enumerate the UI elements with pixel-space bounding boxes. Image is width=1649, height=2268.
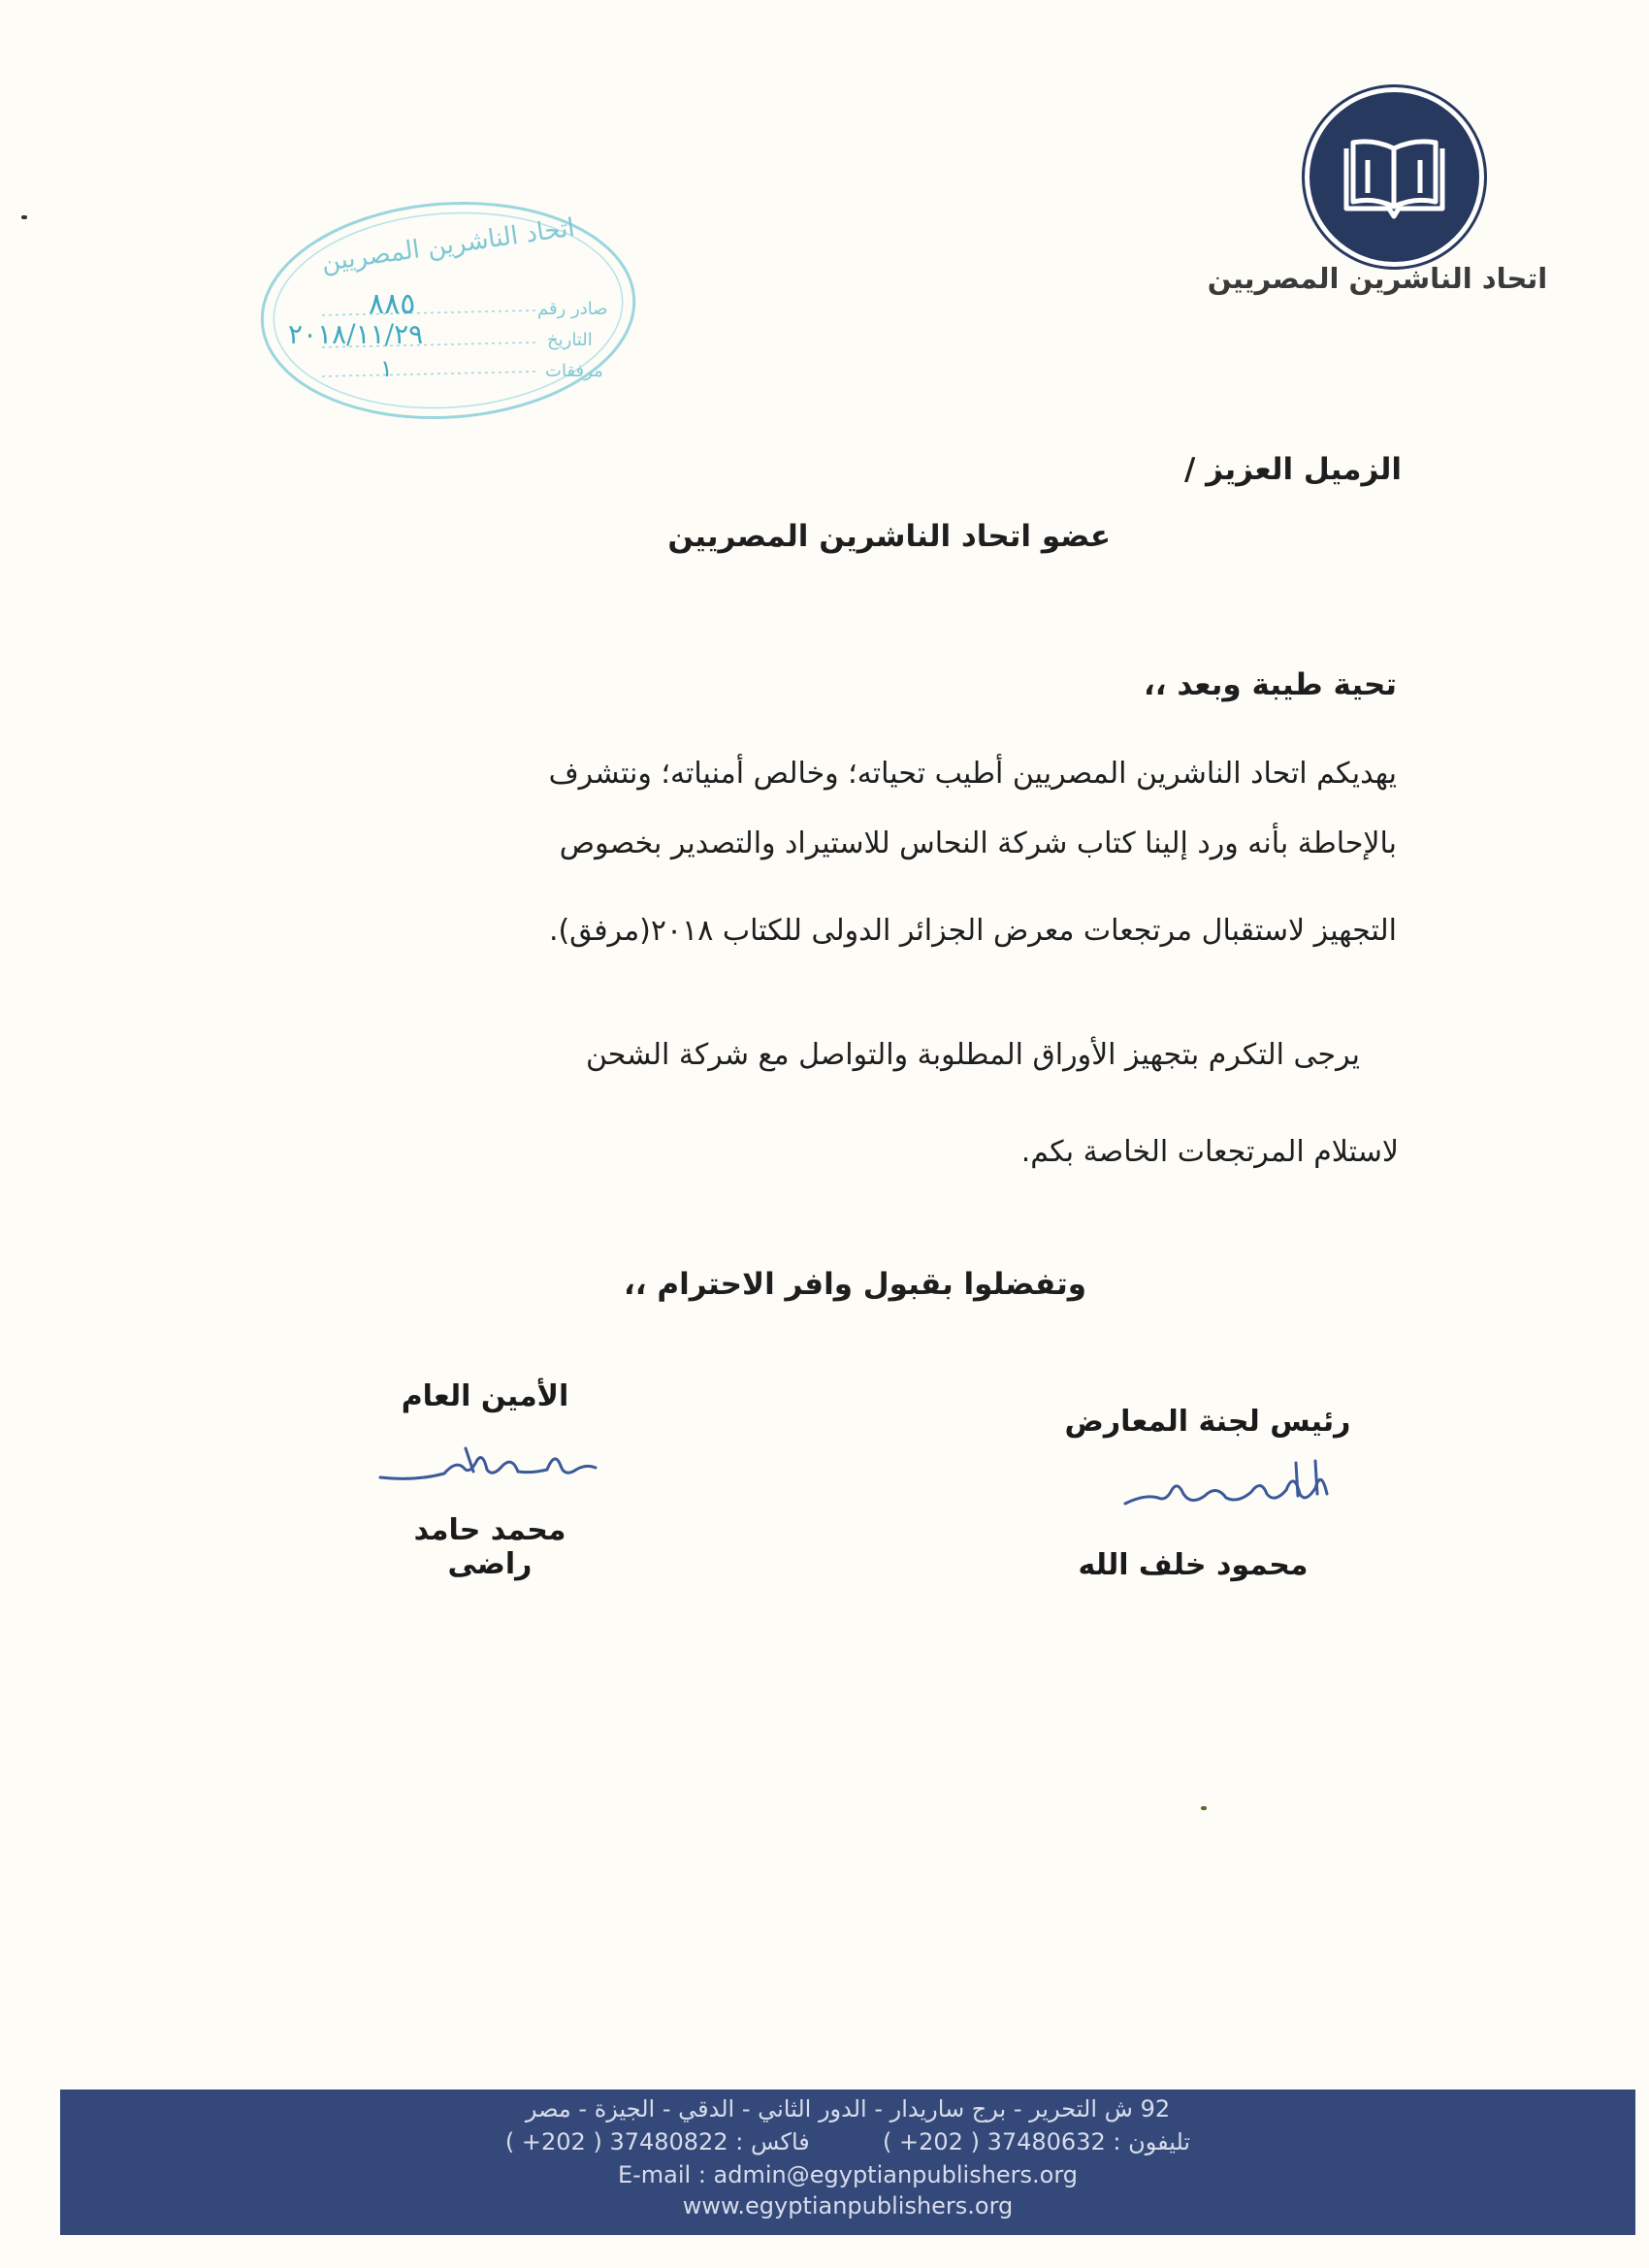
paragraph-2-line-1: يرجى التكرم بتجهيز الأوراق المطلوبة والتواصل مع شركة الشحن xyxy=(585,1038,1360,1072)
footer-address: 92 ش التحرير - برج ساريدار - الدور الثاني - الدقي - الجيزة - مصر xyxy=(525,2095,1171,2122)
footer-website[interactable]: www.egyptianpublishers.org xyxy=(682,2192,1014,2219)
left-signature xyxy=(376,1431,599,1499)
closing-line: وتفضلوا بقبول وافر الاحترام ،، xyxy=(624,1267,1086,1302)
stamp-title: اتحاد الناشرين المصريين xyxy=(319,212,577,278)
footer-contact xyxy=(60,2128,1635,2155)
footer-phone: تليفون : 37480632 ( 202+ ) xyxy=(883,2128,1191,2155)
right-signatory-name: محمود خلف الله xyxy=(1078,1548,1309,1582)
stamp-label-attachments: مرفقات xyxy=(545,361,603,381)
paragraph-1-line-3: التجهيز لاستقبال مرتجعات معرض الجزائر الدولى للكتاب ٢٠١٨(مرفق). xyxy=(548,914,1397,948)
scan-speck xyxy=(1201,1806,1207,1810)
left-signatory-name: محمد حامد راضى xyxy=(413,1513,566,1581)
stamp-date-value: ٢٠١٨/١١/٢٩ xyxy=(288,318,424,350)
stamp-attachments-value: ١ xyxy=(380,355,393,382)
stamp-label-number: صادر رقم xyxy=(537,299,608,319)
scan-speck xyxy=(21,215,27,219)
outgoing-stamp xyxy=(254,194,642,427)
greeting: تحية طيبة وبعد ،، xyxy=(1144,667,1397,702)
paragraph-2-line-2: لاستلام المرتجعات الخاصة بكم. xyxy=(1020,1135,1399,1169)
salutation: الزميل العزيز / xyxy=(1184,452,1402,487)
stamp-number-value: ٨٨٥ xyxy=(369,287,416,321)
right-signatory-title: رئيس لجنة المعارض xyxy=(1064,1405,1351,1439)
open-book-logo-icon xyxy=(1310,92,1479,262)
stamp-label-date: التاريخ xyxy=(547,330,593,350)
recipient-line: عضو اتحاد الناشرين المصريين xyxy=(667,519,1111,554)
left-signatory-title: الأمين العام xyxy=(401,1379,569,1413)
paragraph-1-line-2: بالإحاطة بأنه ورد إلينا كتاب شركة النحاس للاستيراد والتصدير بخصوص xyxy=(559,826,1397,860)
organization-name: اتحاد الناشرين المصريين xyxy=(1207,262,1548,295)
footer-bar xyxy=(60,2090,1635,2235)
right-signature xyxy=(1116,1455,1339,1523)
footer-fax: فاكس : 37480822 ( 202+ ) xyxy=(504,2128,810,2155)
footer-email[interactable]: E-mail : admin@egyptianpublishers.org xyxy=(617,2161,1079,2188)
paragraph-1-line-1: يهديكم اتحاد الناشرين المصريين أطيب تحياته؛ وخالص أمنياته؛ ونتشرف xyxy=(548,757,1397,791)
